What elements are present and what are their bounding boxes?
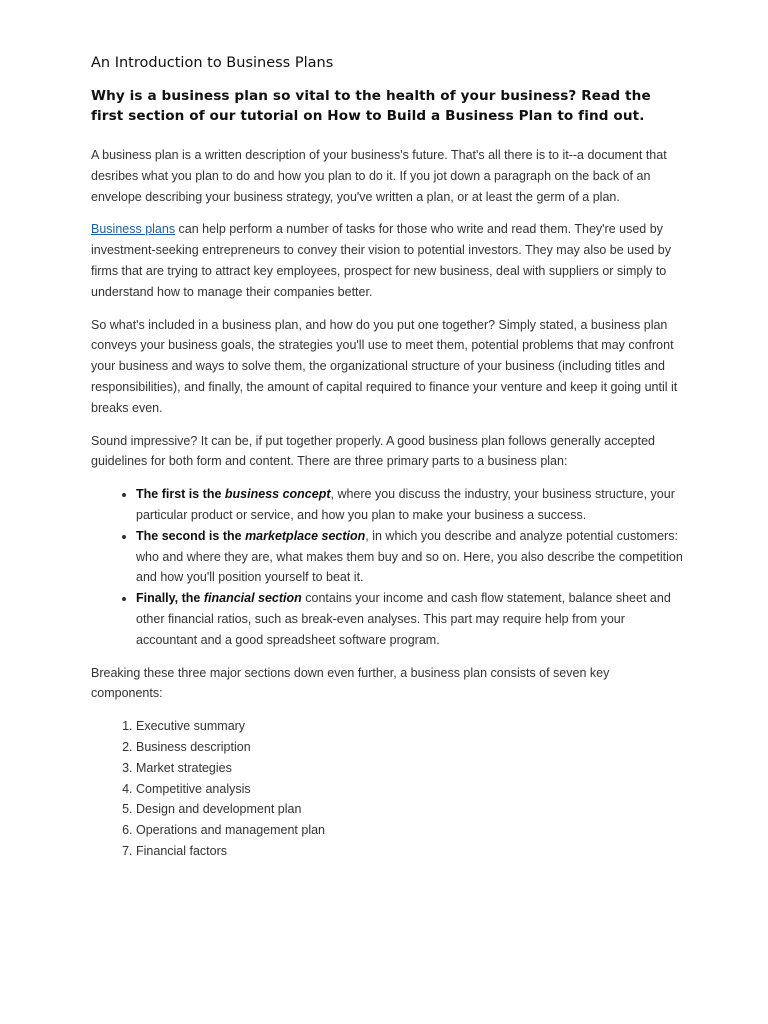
paragraph-components-intro: Breaking these three major sections down even further, a business plan consists of seven key components: [91, 665, 610, 701]
list-item: 4. Competitive analysis [136, 779, 683, 800]
list-item [136, 588, 683, 650]
components-list [91, 716, 683, 862]
part-lead: The second is the [136, 528, 246, 543]
part-lead: Finally, the [136, 591, 204, 606]
list-item: 2. Business description [136, 737, 683, 758]
document-title: An Introduction to Business Plans [91, 55, 334, 71]
part-lead: The first is the [136, 487, 225, 502]
part-term: financial section [203, 591, 302, 606]
list-item: 7. Financial factors [136, 841, 683, 862]
paragraph-uses-text: can help perform a number of tasks for those who write and read them. They're used by investment-seeking entrepreneurs to convey their vision to potential investors. They may also be used by firms that are trying to attract key employees, prospect for new business, deal with suppliers or simply to understand how to manage their companies better. [91, 222, 671, 299]
list-item [136, 526, 683, 588]
paragraph-definition: A business plan is a written description of your business's future. That's all there is to it--a document that desribes what you plan to do and how you plan to do it. If you jot down a paragraph on the back of an envelope describing your business strategy, you've written a plan, or at least the germ of a plan. [91, 148, 667, 204]
paragraph-parts-intro: Sound impressive? It can be, if put together properly. A good business plan follows generally accepted guidelines for both form and content. There are three primary parts to a business plan: [91, 433, 656, 469]
list-item: 6. Operations and management plan [136, 820, 683, 841]
list-item: 3. Market strategies [136, 758, 683, 779]
list-item: 1. Executive summary [136, 716, 683, 737]
paragraph-contents: So what's included in a business plan, and how do you put one together? Simply stated, a business plan conveys your business goals, the strategies you'll use to meet them, potential problems that may confront your business and ways to solve them, the organizational structure of your business (including titles and responsibilities), and finally, the amount of capital required to finance your venture and keep it going until it breaks even. [91, 317, 678, 415]
list-item [136, 484, 683, 526]
part-text: , where you discuss the industry, your business structure, your particular product or service, and how you plan to make your business a success. [136, 487, 675, 522]
part-text: contains your income and cash flow statement, balance sheet and other financial ratios, such as break-even analyses. This part may require help from your accountant and a good spreadsheet software program. [136, 591, 671, 647]
business-plans-link[interactable]: Business plans [91, 222, 176, 237]
part-text: , in which you describe and analyze potential customers: who and where they are, what makes them buy and so on. Here, you also describe the competition and how you'll position yourself to beat it. [136, 528, 683, 585]
paragraph-uses [91, 219, 683, 302]
part-term: business concept [224, 487, 331, 502]
document-subtitle: Why is a business plan so vital to the health of your business? Read the first section of our tutorial on How to Build a Business Plan to find out. [91, 88, 651, 124]
document-page [91, 52, 683, 862]
parts-list [91, 484, 683, 650]
part-term: marketplace section [245, 528, 366, 543]
list-item: 5. Design and development plan [136, 799, 683, 820]
